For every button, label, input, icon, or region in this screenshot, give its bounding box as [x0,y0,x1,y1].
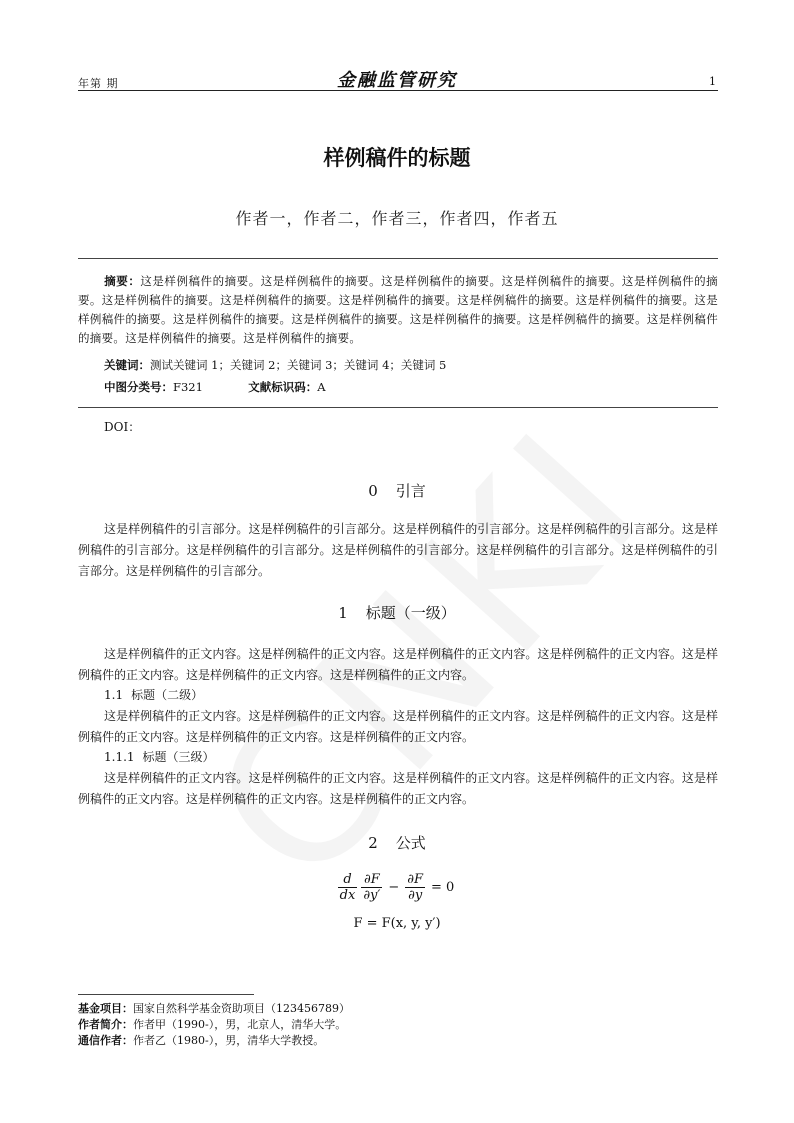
corresponding-label: 通信作者： [78,1034,133,1047]
section-heading-2 [0,832,794,853]
author-bio-label: 作者简介： [78,1018,133,1031]
subsection-title: 标题（三级） [142,750,215,764]
classification-line [104,379,326,395]
fraction-d-dx: $\frac{d}{dx}$ [339,872,356,903]
header-rule [78,90,718,91]
minus-sign: − [388,880,400,895]
subsection-title: 标题（二级） [131,688,204,702]
abstract-label: 摘要： [104,274,141,288]
fund-text: 国家自然科学基金资助项目（123456789） [133,1002,350,1015]
section-number: 2 [368,834,378,852]
keywords-label: 关键词： [104,358,150,372]
section-number: 1 [338,604,348,622]
doc-code-value: A [317,380,326,394]
equals-zero: = 0 [431,880,455,895]
fund-label: 基金项目： [78,1002,133,1015]
abstract-bottom-rule [78,407,718,408]
equation-euler-lagrange [0,872,794,903]
page-number: 1 [709,75,716,88]
subsection-heading-1-1-1 [104,748,215,765]
footnote-rule [78,994,254,995]
subsection-1-1-paragraph: 这是样例稿件的正文内容。这是样例稿件的正文内容。这是样例稿件的正文内容。这是样例稿件的正文内容。这是样例稿件的正文内容。这是样例稿件的正文内容。这是样例稿件的正文内容。 [78,709,718,744]
issue-label: 年第 期 [78,77,119,90]
keywords-line [104,357,446,373]
subsection-heading-1-1 [104,686,203,703]
footnote-corresponding [78,1032,324,1048]
section-title: 标题（一级） [365,604,456,622]
clc-label: 中图分类号： [104,380,173,394]
author-list: 作者一，作者二，作者三，作者四，作者五 [235,209,559,228]
keywords-text: 测试关键词 1；关键词 2；关键词 3；关键词 4；关键词 5 [150,358,447,372]
section-title: 引言 [395,482,426,500]
doc-code-label: 文献标识码： [248,380,318,394]
section-1-paragraph: 这是样例稿件的正文内容。这是样例稿件的正文内容。这是样例稿件的正文内容。这是样例稿件的正文内容。这是样例稿件的正文内容。这是样例稿件的正文内容。这是样例稿件的正文内容。 [78,647,718,682]
clc-value: F321 [173,380,203,394]
doi-label: DOI： [104,420,141,434]
intro-paragraph: 这是样例稿件的引言部分。这是样例稿件的引言部分。这是样例稿件的引言部分。这是样例稿件的引言部分。这是样例稿件的引言部分。这是样例稿件的引言部分。这是样例稿件的引言部分。这是样例稿件的引言部分。这是样例稿件的引言部分。这是样例稿件的引言部分。 [78,522,718,578]
footnote-author [78,1016,346,1032]
section-number: 0 [368,482,378,500]
corresponding-text: 作者乙（1980-），男，清华大学教授。 [133,1034,325,1047]
abstract-text: 这是样例稿件的摘要。这是样例稿件的摘要。这是样例稿件的摘要。这是样例稿件的摘要。这是样例稿件的摘要。这是样例稿件的摘要。这是样例稿件的摘要。这是样例稿件的摘要。这是样例稿件的摘要。这是样例稿件的摘要。这是样例稿件的摘要。这是样例稿件的摘要。这是样例稿件的摘要。这是样例稿件的摘要。这是样例稿件的摘要。这是样例稿件的摘要。这是样例稿件的摘要。这是样例稿件的摘要。 [78,274,718,345]
equation-function-definition: F = F(x, y, y′) [353,916,441,931]
abstract [78,272,718,348]
fraction-dF-dyprime: $\frac{\partial F}{\partial y'}$ [363,872,381,903]
subsection-1-1-1-paragraph: 这是样例稿件的正文内容。这是样例稿件的正文内容。这是样例稿件的正文内容。这是样例稿件的正文内容。这是样例稿件的正文内容。这是样例稿件的正文内容。这是样例稿件的正文内容。 [78,771,718,806]
subsection-number: 1.1.1 [104,750,135,764]
section-heading-1 [0,602,794,623]
section-heading-intro [0,480,794,501]
journal-logo: 金融监管研究 [337,70,457,91]
subsection-number: 1.1 [104,688,124,702]
abstract-top-rule [78,258,718,259]
author-bio-text: 作者甲（1990-），男，北京人，清华大学。 [133,1018,347,1031]
fraction-dF-dy: $\frac{\partial F}{\partial y}$ [407,872,424,903]
footnote-fund [78,1000,350,1016]
article-title: 样例稿件的标题 [323,146,471,170]
section-title: 公式 [395,834,426,852]
